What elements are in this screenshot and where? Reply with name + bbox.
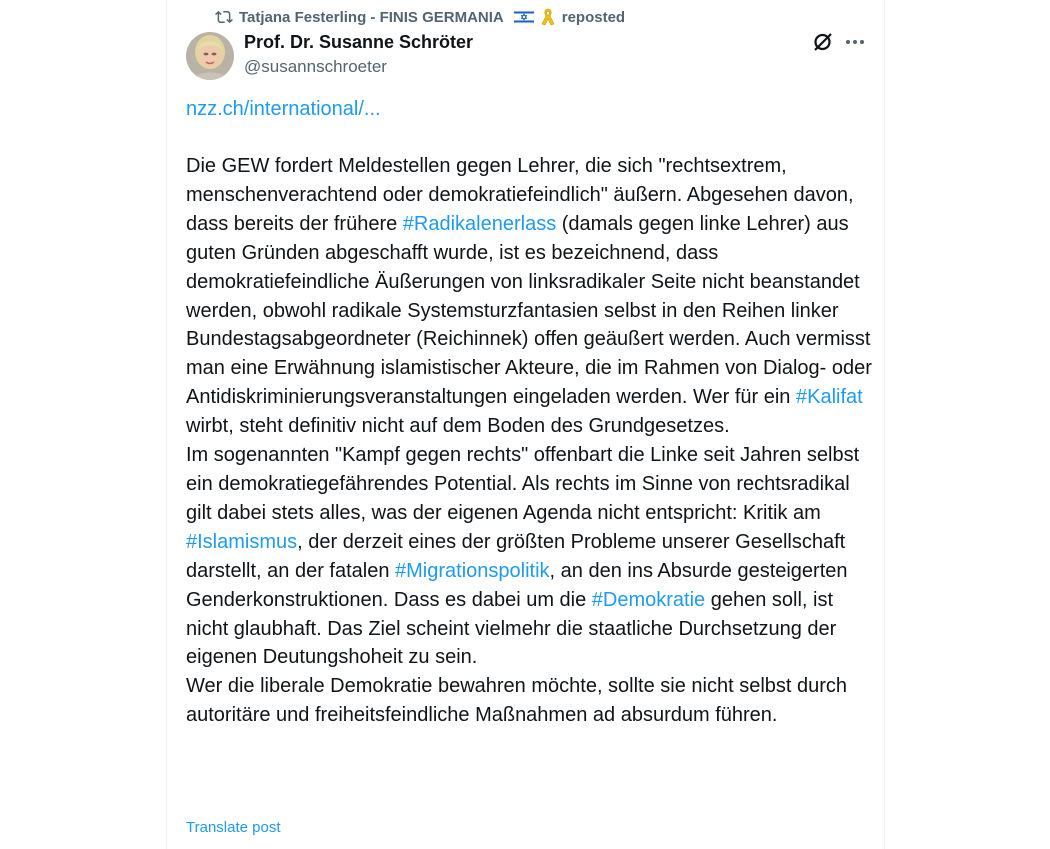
text-segment: Im sogenannten "Kampf gegen rechts" offenbart die Linke seit Jahren selbst ein demokratiegefährendes Potential. Als rechts im Sinne von rechtsradikal gilt dabei stets alles, was der eigenen Agenda nicht entspricht: Kritik am <box>186 444 860 524</box>
hashtag-demokratie[interactable]: #Demokratie <box>591 588 706 611</box>
paragraph-2 <box>186 441 876 672</box>
author-handle[interactable]: @susannschroeter <box>244 57 387 76</box>
repost-icon <box>215 8 233 26</box>
hashtag-islamismus[interactable]: #Islamismus <box>186 530 298 553</box>
text-segment: Wer die liberale Demokratie bewahren möchte, sollte sie nicht selbst durch autoritäre und freiheitsfeindliche Maßnahmen ad absurdum führen. <box>186 675 848 727</box>
repost-user-name[interactable]: Tatjana Festerling - FINIS GERMANIA <box>239 8 504 26</box>
more-icon[interactable] <box>842 29 868 55</box>
article-link[interactable]: nzz.ch/international/... <box>186 98 381 120</box>
text-segment: (damals gegen linke Lehrer) aus guten Gründen abgeschafft wurde, ist es bezeichnend, dass demokratiefeindliche Äußerungen von linksradikaler Seite nicht beanstandet werden, obwohl radikale Systemsturzfantasien selbst in den Reihen linker Bundestagsabgeordneter (Reichinnek) offen geäußert werden. Auch vermisst man eine Erwähnung islamistischer Akteure, die im Rahmen von Dialog- oder Antidiskriminierungsveranstaltungen eingeladen werden. Wer für ein <box>186 212 872 409</box>
avatar[interactable] <box>186 32 234 80</box>
text-segment: , der derzeit eines der größten Probleme unserer Gesellschaft darstellt, an der fatalen <box>186 530 846 582</box>
hashtag-migrationspolitik[interactable]: #Migrationspolitik <box>395 559 550 582</box>
paragraph-3 <box>186 672 876 730</box>
text-segment: gehen soll, ist nicht glaubhaft. Das Ziel scheint vielmehr die staatliche Durchsetzung der eigenen Deutungshoheit zu sein. <box>186 588 837 669</box>
grok-icon[interactable] <box>810 29 836 55</box>
israel-flag-icon <box>514 10 534 24</box>
translate-post-link[interactable]: Translate post <box>186 819 281 836</box>
text-segment: Die GEW fordert Meldestellen gegen Lehrer, die sich "rechtsextrem, menschenverachtend oder demokratiefeindlich" äußern. Abgesehen davon, dass bereits der frühere <box>186 155 854 235</box>
text-segment: wirbt, steht definitiv nicht auf dem Boden des Grundgesetzes. <box>186 415 730 438</box>
author-name[interactable]: Prof. Dr. Susanne Schröter <box>244 32 474 52</box>
paragraph-1 <box>186 152 876 441</box>
hashtag-kalifat[interactable]: #Kalifat <box>795 386 863 409</box>
text-segment: , an den ins Absurde gesteigerten Genderkonstruktionen. Dass es dabei um die <box>186 559 848 611</box>
repost-indicator[interactable] <box>215 6 625 28</box>
yellow-ribbon-icon <box>540 8 556 26</box>
post-text <box>186 152 876 730</box>
repost-action-label: reposted <box>561 8 626 26</box>
hashtag-radikalenerlass[interactable]: #Radikalenerlass <box>402 212 557 235</box>
